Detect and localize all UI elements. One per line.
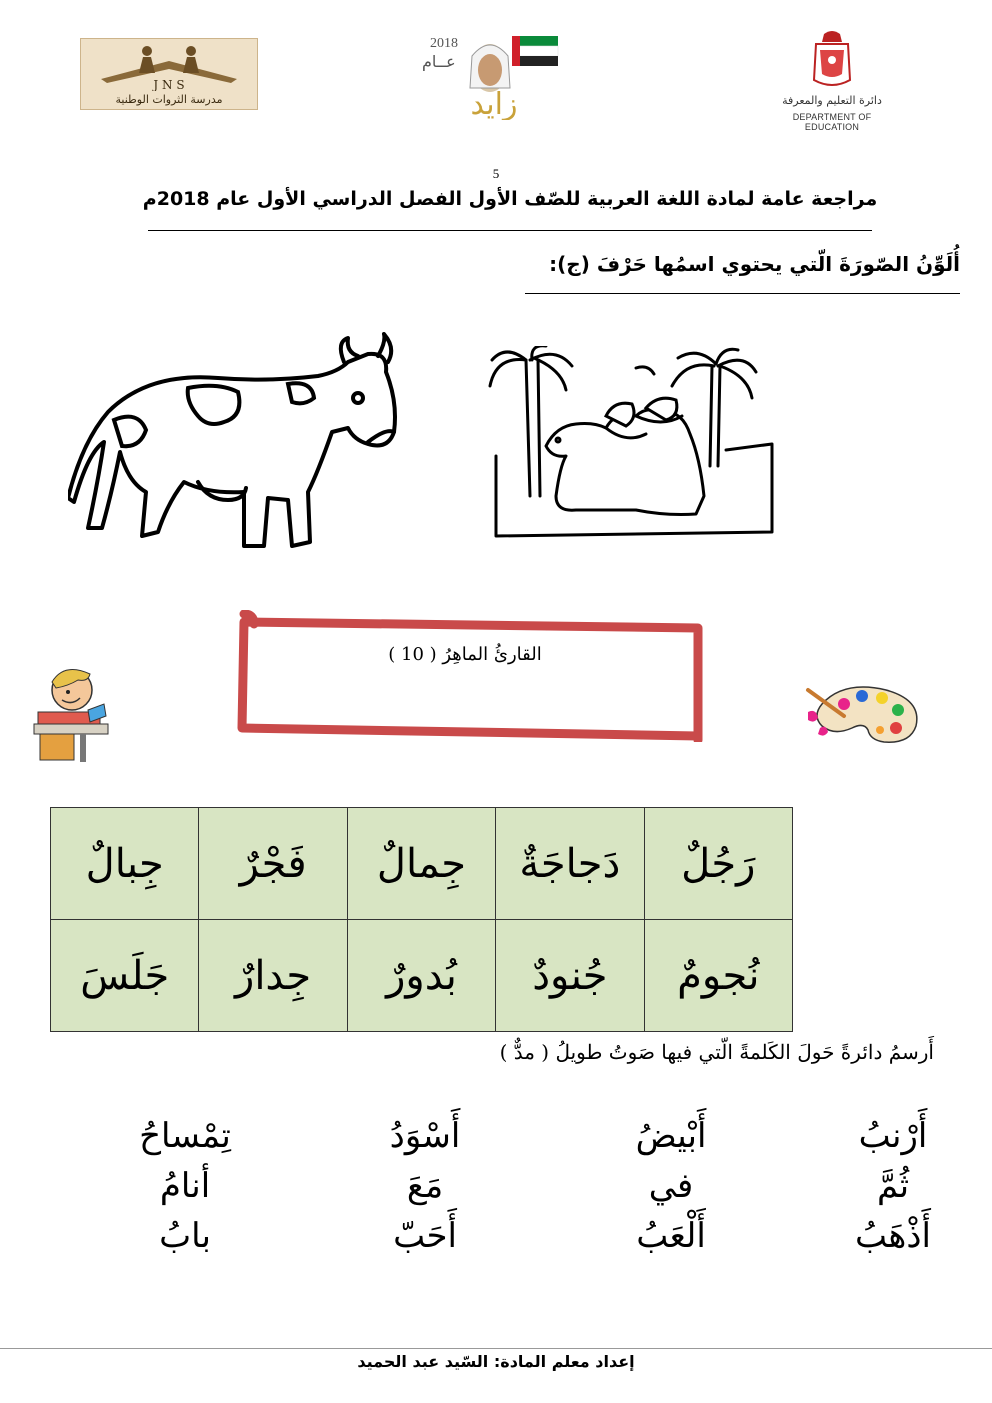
zayed-year-word: عــام [422,52,456,71]
school-logo [80,38,258,110]
word-item: أَحَبّ [393,1216,457,1256]
word-cell: جِبالٌ [51,808,199,920]
word-cell: جَلَسَ [51,920,199,1032]
word-cell: بُدورٌ [347,920,495,1032]
zayed-portrait-icon [418,28,570,120]
camel-image [486,346,780,538]
page-number: 5 [492,166,500,181]
word-item: بابُ [159,1216,211,1256]
school-logo-letters: J N S [153,78,185,91]
zayed-name: زايد [470,87,518,120]
word-cell: نُجومٌ [644,920,792,1032]
page-title: مراجعة عامة لمادة اللغة العربية للصّف الأول الفصل الدراسي الأول عام 2018م [142,188,878,210]
word-cell: جِمالٌ [347,808,495,920]
circle-words-instruction: أَرسمُ دائرةً حَولَ الكَلمةً الّتي فيها صَوتُ طويلُ ( مدٌّ ) [499,1040,934,1064]
word-item: أَبْيضُ [635,1116,707,1156]
instruction-underline [525,293,960,294]
word-item: مَعَ [406,1166,444,1206]
cow-image [68,332,404,558]
table-row [51,808,793,920]
word-item: أَلْعَبُ [636,1216,706,1256]
word-item: أنامُ [159,1166,211,1206]
reader-label: القارئُ الماهِرُ ( 10 ) [388,644,542,665]
footer-divider [0,1348,992,1349]
title-underline [148,230,872,231]
student-reading-image [28,660,114,766]
word-item: في [648,1166,694,1206]
word-cell: دَجاجَةٌ [496,808,644,920]
coloring-instruction: أُلَوِّنُ الصّورَةَ الّتي يحتوي اسمُها حَرْفَ (ج): [549,252,960,276]
word-item: ثُمَّ [876,1166,910,1206]
falcon-emblem-icon [772,28,892,94]
word-item: تِمْساحُ [139,1116,231,1156]
edu-arabic-name: دائرة التعليم والمعرفة [782,94,882,107]
year-of-zayed-logo [418,28,570,120]
school-logo-text: مدرسة الثروات الوطنية [115,93,223,106]
footer-credit: إعداد معلم المادة: السّيد عبد الحميد [357,1352,635,1371]
department-of-education-logo [772,28,892,130]
edu-english-name: DEPARTMENT OF EDUCATION [792,112,872,132]
paint-palette-image [804,682,926,748]
word-item: أَذْهَبُ [855,1216,931,1256]
word-cell: جُنودٌ [496,920,644,1032]
reading-words-table [50,807,793,1032]
reader-scroll-banner [232,610,710,742]
word-cell: جِدارٌ [199,920,347,1032]
table-row [51,920,793,1032]
word-cell: فَجْرٌ [199,808,347,920]
school-emblem-icon [81,39,257,91]
word-item: أَرْنبُ [858,1116,928,1156]
word-cell: رَجُلٌ [644,808,792,920]
zayed-year: 2018 [430,36,458,51]
word-item: أَسْوَدُ [389,1116,461,1156]
